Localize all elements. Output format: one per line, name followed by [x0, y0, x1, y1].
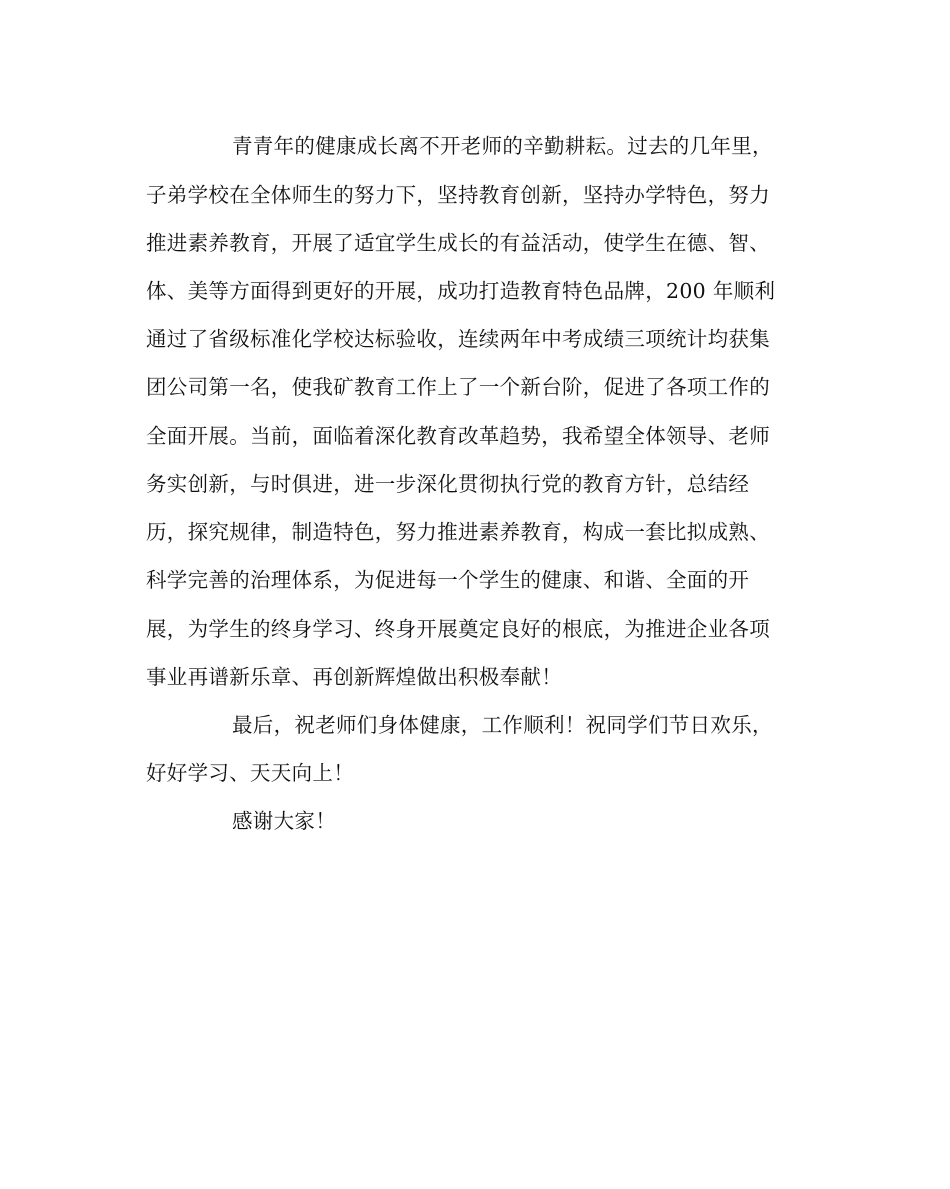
paragraph-line: 子弟学校在全体师生的努力下，坚持教育创新，坚持办学特色，努力 — [146, 183, 770, 207]
paragraph-line: 团公司第一名，使我矿教育工作上了一个新台阶，促进了各项工作的 — [146, 375, 770, 399]
paragraph-line: 事业再谱新乐章、再创新辉煌做出积极奉献！ — [146, 665, 562, 689]
paragraph-line: 推进素养教育，开展了适宜学生成长的有益活动，使学生在德、智、 — [146, 231, 770, 255]
paragraph-line: 青青年的健康成长离不开老师的辛勤耕耘。过去的几年里， — [232, 134, 773, 158]
paragraph-line: 务实创新，与时俱进，进一步深化贯彻执行党的教育方针，总结经 — [146, 472, 750, 496]
paragraph-line: 科学完善的治理体系，为促进每一个学生的健康、和谐、全面的开 — [146, 568, 750, 592]
paragraph-line: 最后，祝老师们身体健康，工作顺利！祝同学们节日欢乐， — [232, 713, 773, 737]
paragraph-line: 好好学习、天天向上！ — [146, 761, 354, 785]
paragraph-line: 全面开展。当前，面临着深化教育改革趋势，我希望全体领导、老师 — [146, 424, 770, 448]
paragraph-line: 展，为学生的终身学习、终身开展奠定良好的根底，为推进企业各项 — [146, 617, 770, 641]
paragraph-line: 体、美等方面得到更好的开展，成功打造教育特色品牌，200 年顺利 — [146, 279, 776, 303]
closing-line: 感谢大家！ — [232, 809, 336, 833]
paragraph-line: 通过了省级标准化学校达标验收，连续两年中考成绩三项统计均获集 — [146, 327, 770, 351]
paragraph-line: 历，探究规律，制造特色，努力推进素养教育，构成一套比拟成熟、 — [146, 520, 770, 544]
